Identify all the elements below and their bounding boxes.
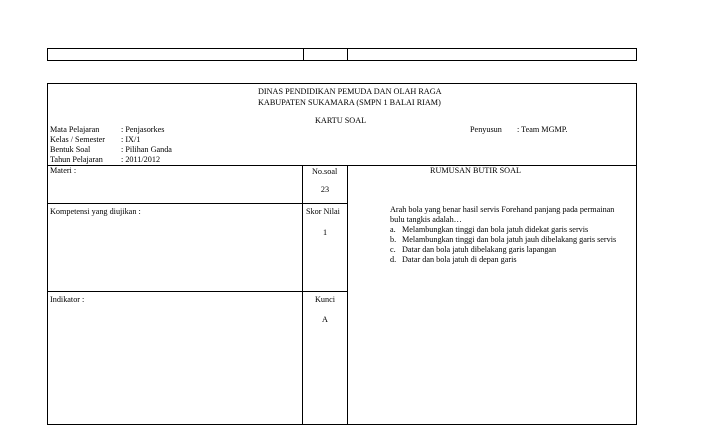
option-b	[390, 235, 617, 245]
header-line-2: KABUPATEN SUKAMARA (SMPN 1 BALAI RIAM)	[258, 98, 441, 107]
option-d	[390, 255, 517, 265]
header-line-3: KARTU SOAL	[315, 116, 367, 125]
option-text: Datar dan bola jatuh di depan garis	[402, 255, 517, 264]
rumusan-header: RUMUSAN BUTIR SOAL	[430, 166, 521, 175]
question-stem-line-1: Arah bola yang benar hasil servis Forehand panjang pada permainan	[390, 205, 615, 214]
kelas-value: : IX/1	[121, 135, 141, 144]
option-letter: b.	[390, 235, 397, 244]
option-letter: d.	[390, 255, 397, 264]
option-a	[390, 225, 589, 235]
mapel-label: Mata Pelajaran	[50, 125, 100, 134]
bentuk-value: : Pilihan Ganda	[121, 145, 172, 154]
option-letter: c.	[390, 245, 396, 254]
header-line-1: DINAS PENDIDIKAN PEMUDA DAN OLAH RAGA	[258, 87, 442, 96]
skor-label: Skor Nilai	[306, 207, 340, 216]
option-c	[390, 245, 557, 255]
materi-label: Materi :	[50, 166, 77, 175]
kunci-label: Kunci	[314, 295, 335, 304]
option-text: Melambungkan tinggi dan bola jatuh jauh dibelakang garis servis	[402, 235, 617, 244]
nosoal-value: 23	[320, 185, 330, 194]
tahun-value: : 2011/2012	[121, 155, 161, 164]
skor-value: 1	[322, 228, 328, 237]
indikator-label: Indikator :	[50, 295, 85, 304]
penyusun-value: : Team MGMP.	[517, 125, 568, 134]
option-letter: a.	[390, 225, 396, 234]
kelas-label: Kelas / Semester	[50, 135, 106, 144]
tahun-label: Tahun Pelajaran	[50, 155, 103, 164]
option-text: Melambungkan tinggi dan bola jatuh didekat garis servis	[402, 225, 589, 234]
kunci-value: A	[322, 315, 328, 324]
bentuk-label: Bentuk Soal	[50, 145, 91, 154]
mapel-value: : Penjasorkes	[121, 125, 165, 134]
nosoal-label: No.soal	[312, 167, 338, 176]
question-stem-line-2: bulu tangkis adalah…	[390, 215, 462, 224]
penyusun-label: Penyusun	[470, 125, 502, 134]
kd-label: Kompetensi yang diujikan :	[50, 207, 141, 216]
option-text: Datar dan bola jatuh dibelakang garis lapangan	[402, 245, 557, 254]
